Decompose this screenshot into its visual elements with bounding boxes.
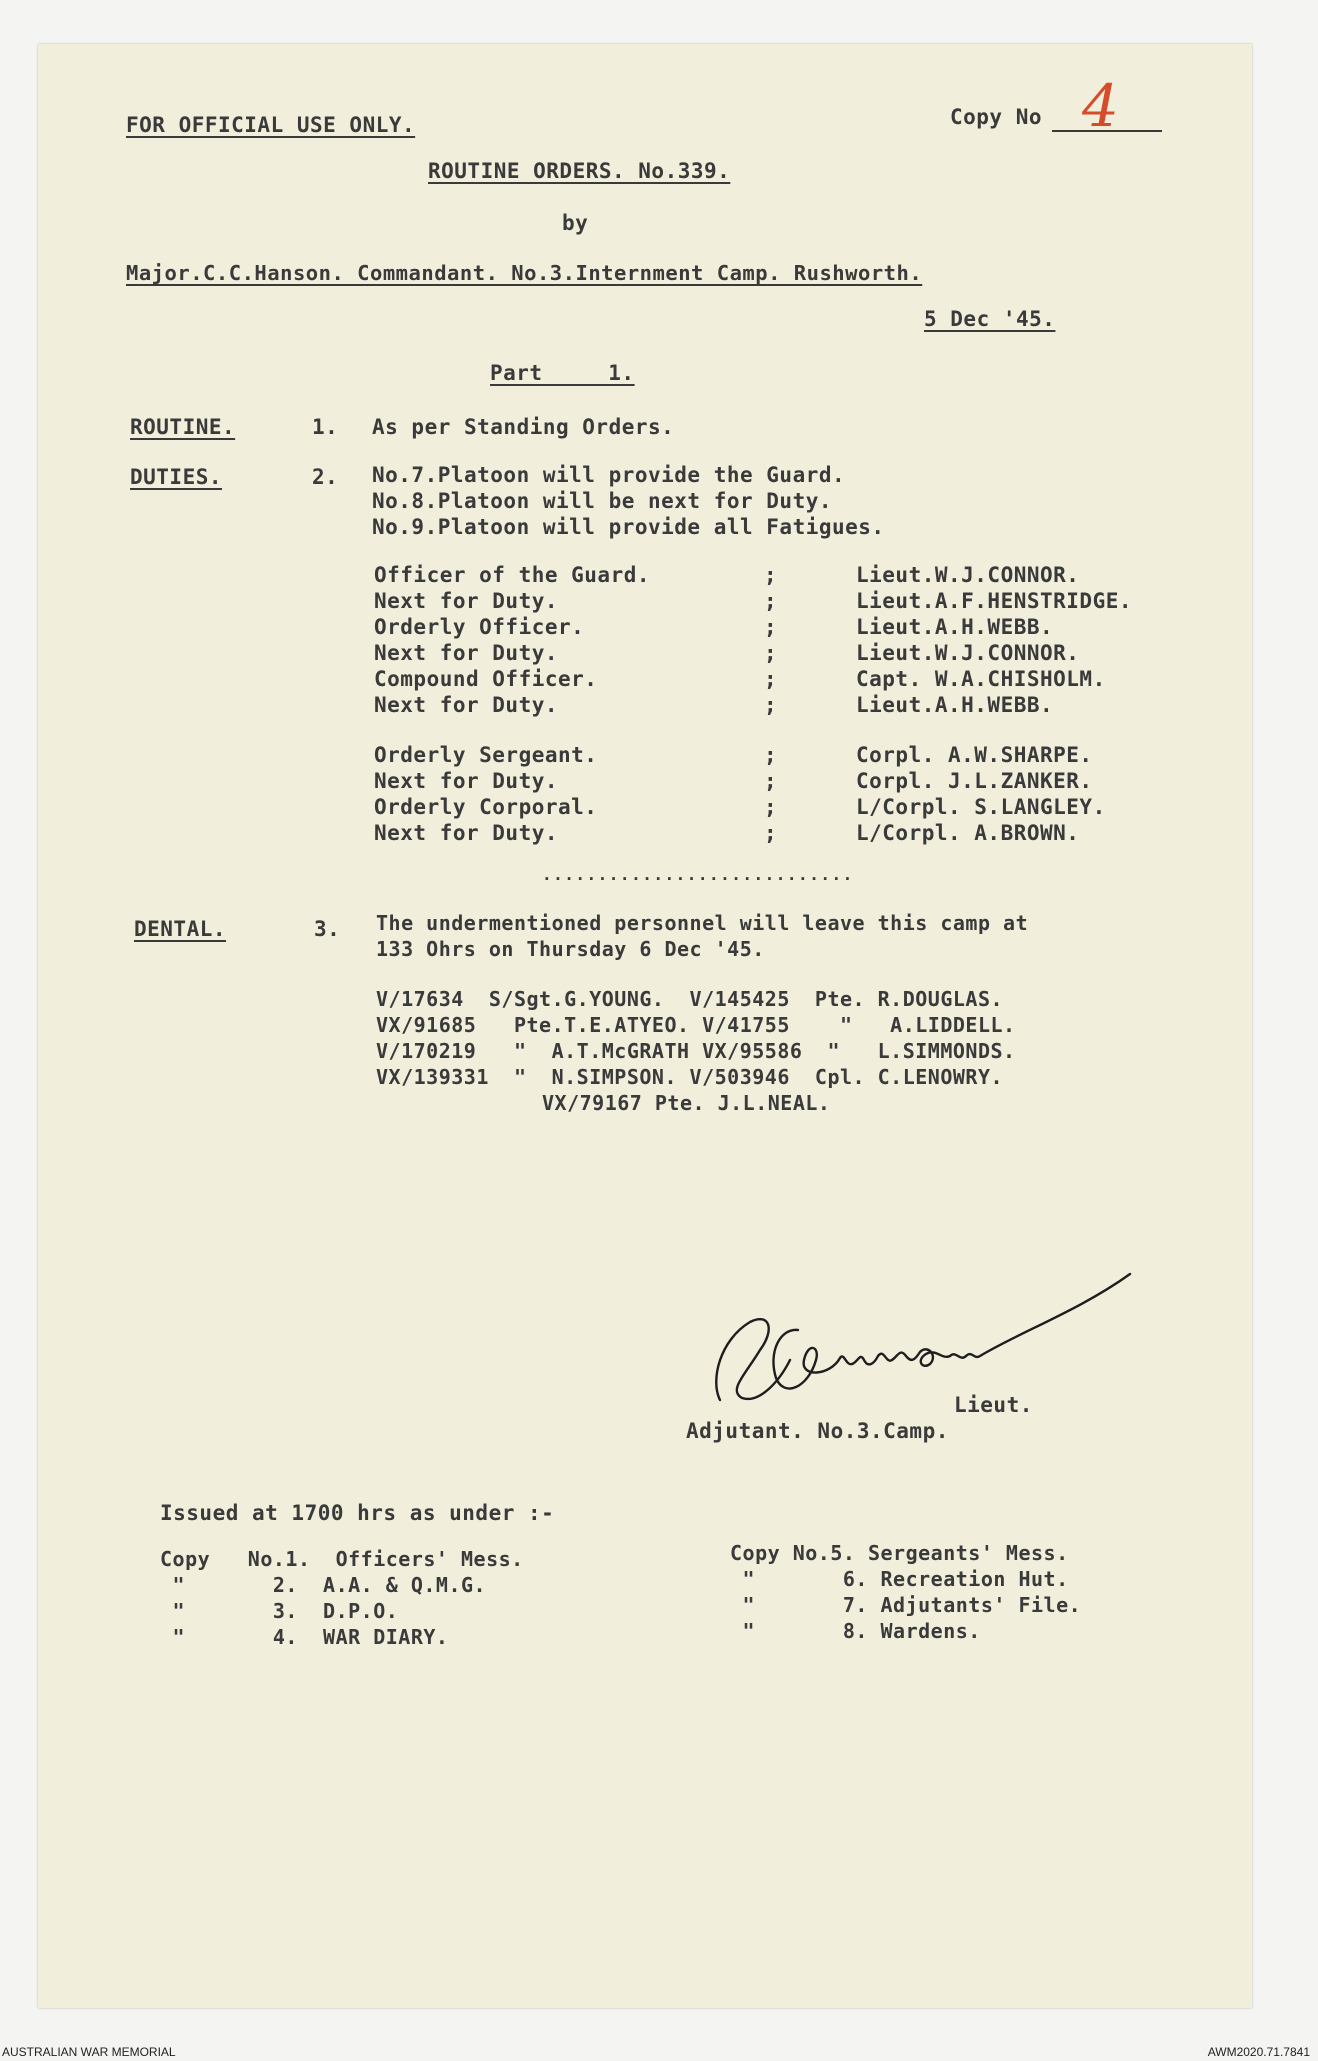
- roster-name: L/Corpl. A.BROWN.: [856, 821, 1080, 845]
- roster-name: Lieut.A.H.WEBB.: [856, 693, 1054, 717]
- dental-text: 133 Ohrs on Thursday 6 Dec '45.: [376, 937, 765, 961]
- restriction-label: FOR OFFICIAL USE ONLY.: [126, 113, 416, 137]
- roster-role: Next for Duty.: [374, 641, 559, 665]
- roster-name: Corpl. J.L.ZANKER.: [856, 769, 1093, 793]
- signatory-appointment: Adjutant. No.3.Camp.: [686, 1419, 949, 1443]
- roster-separator: ;: [764, 641, 778, 665]
- distribution-right: " 8. Wardens.: [730, 1619, 981, 1643]
- routine-number: 1.: [312, 415, 339, 439]
- adjutant-signature: [680, 1260, 1140, 1420]
- roster-name: Lieut.A.H.WEBB.: [856, 615, 1054, 639]
- dotted-separator: ............................: [542, 865, 854, 884]
- distribution-left: Copy No.1. Officers' Mess.: [160, 1547, 524, 1571]
- orders-title: ROUTINE ORDERS. No.339.: [428, 159, 731, 183]
- signatory-rank: Lieut.: [954, 1393, 1033, 1417]
- roster-separator: ;: [764, 795, 778, 819]
- roster-role: Orderly Officer.: [374, 615, 585, 639]
- roster-name: Lieut.W.J.CONNOR.: [856, 563, 1080, 587]
- roster-separator: ;: [764, 667, 778, 691]
- distribution-left: " 3. D.P.O.: [160, 1599, 399, 1623]
- dental-heading: DENTAL.: [134, 917, 227, 941]
- dental-text: The undermentioned personnel will leave this camp at: [376, 911, 1029, 935]
- roster-role: Officer of the Guard.: [374, 563, 651, 587]
- personnel-row: VX/79167 Pte. J.L.NEAL.: [542, 1091, 831, 1115]
- roster-name: Corpl. A.W.SHARPE.: [856, 743, 1093, 767]
- roster-name: L/Corpl. S.LANGLEY.: [856, 795, 1106, 819]
- duties-line: No.9.Platoon will provide all Fatigues.: [372, 515, 885, 539]
- roster-role: Next for Duty.: [374, 769, 559, 793]
- roster-separator: ;: [764, 589, 778, 613]
- roster-separator: ;: [764, 615, 778, 639]
- distribution-right: " 7. Adjutants' File.: [730, 1593, 1082, 1617]
- roster-name: Lieut.W.J.CONNOR.: [856, 641, 1080, 665]
- distribution-right: Copy No.5. Sergeants' Mess.: [730, 1541, 1069, 1565]
- issuer-line: Major.C.C.Hanson. Commandant. No.3.Internment Camp. Rushworth.: [126, 261, 923, 285]
- date-line: 5 Dec '45.: [924, 307, 1056, 331]
- distribution-left: " 4. WAR DIARY.: [160, 1625, 449, 1649]
- duties-line: No.8.Platoon will be next for Duty.: [372, 489, 833, 513]
- roster-separator: ;: [764, 769, 778, 793]
- duties-number: 2.: [312, 465, 339, 489]
- roster-name: Capt. W.A.CHISHOLM.: [856, 667, 1106, 691]
- routine-text: As per Standing Orders.: [372, 415, 675, 439]
- roster-role: Next for Duty.: [374, 589, 559, 613]
- distribution-left: " 2. A.A. & Q.M.G.: [160, 1573, 487, 1597]
- issued-line: Issued at 1700 hrs as under :-: [160, 1501, 555, 1525]
- personnel-row: VX/91685 Pte.T.E.ATYEO. V/41755 " A.LIDDELL.: [376, 1013, 1016, 1037]
- roster-role: Next for Duty.: [374, 693, 559, 717]
- roster-separator: ;: [764, 821, 778, 845]
- dental-number: 3.: [314, 917, 341, 941]
- personnel-row: V/170219 " A.T.McGRATH VX/95586 " L.SIMMONDS.: [376, 1039, 1016, 1063]
- copy-number-label: Copy No: [950, 105, 1043, 129]
- personnel-row: V/17634 S/Sgt.G.YOUNG. V/145425 Pte. R.DOUGLAS.: [376, 987, 1004, 1011]
- roster-separator: ;: [764, 693, 778, 717]
- roster-role: Orderly Sergeant.: [374, 743, 598, 767]
- archive-reference: AWM2020.71.7841: [1207, 2045, 1310, 2059]
- archive-credit: AUSTRALIAN WAR MEMORIAL: [2, 2045, 176, 2059]
- duties-heading: DUTIES.: [130, 465, 223, 489]
- roster-separator: ;: [764, 563, 778, 587]
- duties-line: No.7.Platoon will provide the Guard.: [372, 463, 846, 487]
- by-line: by: [562, 211, 589, 235]
- roster-separator: ;: [764, 743, 778, 767]
- part-heading: Part 1.: [490, 361, 635, 385]
- copy-number-handwritten: 4: [1082, 72, 1119, 140]
- roster-name: Lieut.A.F.HENSTRIDGE.: [856, 589, 1133, 613]
- routine-heading: ROUTINE.: [130, 415, 236, 439]
- roster-role: Compound Officer.: [374, 667, 598, 691]
- roster-role: Next for Duty.: [374, 821, 559, 845]
- personnel-row: VX/139331 " N.SIMPSON. V/503946 Cpl. C.LENOWRY.: [376, 1065, 1004, 1089]
- roster-role: Orderly Corporal.: [374, 795, 598, 819]
- distribution-right: " 6. Recreation Hut.: [730, 1567, 1069, 1591]
